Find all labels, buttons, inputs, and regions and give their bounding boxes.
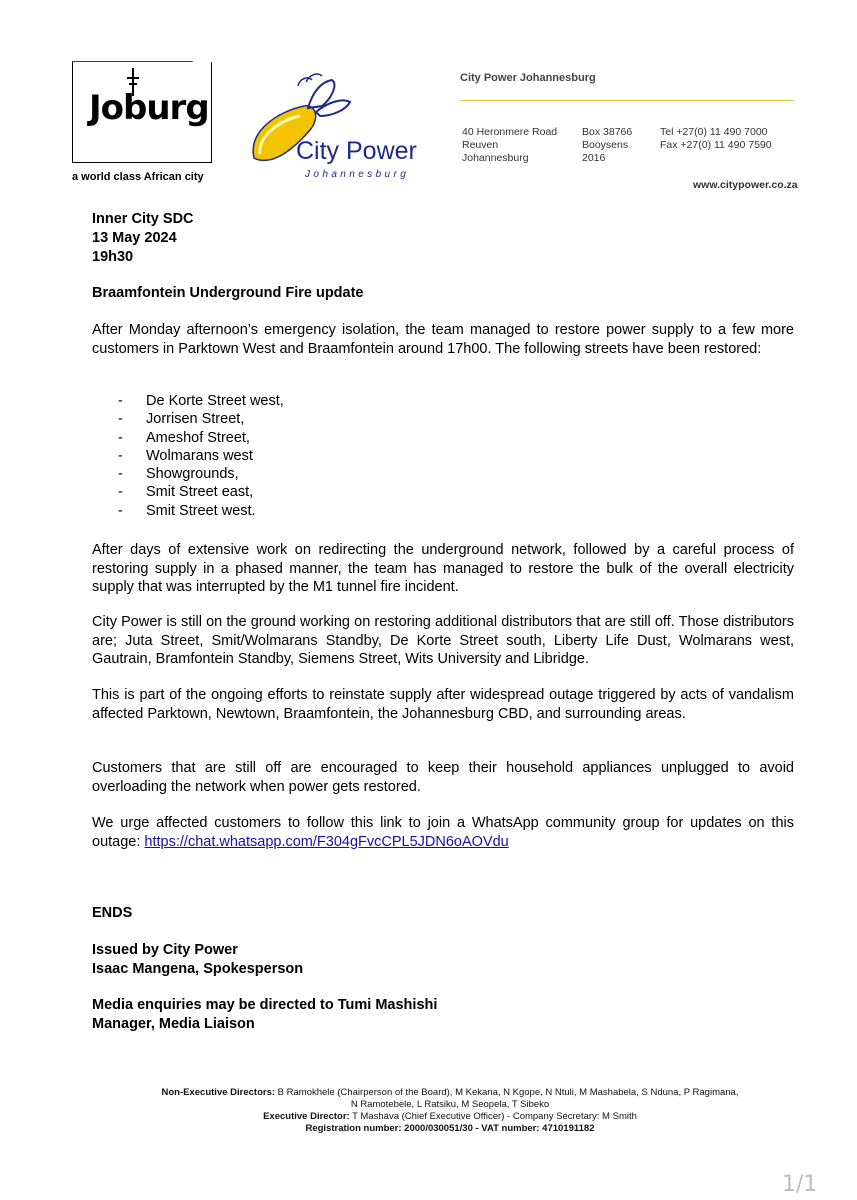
paragraph-6-text: We urge affected customers to follow this link to join a WhatsApp community group for updates on this outage:: [92, 815, 794, 850]
joburg-wordmark: Joburg: [89, 88, 209, 128]
footer: [130, 1087, 770, 1135]
joburg-logo: [72, 62, 212, 163]
fax: Fax +27(0) 11 490 7590: [660, 139, 772, 151]
company-name: City Power Johannesburg: [460, 72, 596, 84]
footer-executive: Executive Director: T Mashava (Chief Executive Officer) - Company Secretary: M Smith: [263, 1111, 637, 1122]
media-role: Manager, Media Liaison: [92, 1016, 255, 1032]
telephone: Tel +27(0) 11 490 7000: [660, 126, 768, 138]
time: 19h30: [92, 249, 134, 265]
footer-directors: Non-Executive Directors: B Ramokhele (Chairperson of the Board), M Kekana, N Kgope, N Ntuli, M Mashabela, S Nduna, P Ragimana,: [161, 1087, 739, 1098]
footer-registration: Registration number: 2000/030051/30 - VAT number: 4710191182: [305, 1123, 595, 1134]
paragraph-1: After Monday afternoon’s emergency isolation, the team managed to restore power supply to a few more customers in Parktown West and Braamfontein around 17h00. The following streets have been restored:: [92, 322, 794, 357]
paragraph-3: City Power is still on the ground working on restoring additional distributors that are still off. Those distributors are; Juta Street, Smit/Wolmarans Standby, De Korte Street south, Liberty Life Dust, Wolmarans west, Gautrain, Bramfontein Standby, Siemens Street, Wits University and Libridge.: [92, 614, 794, 667]
paragraph-4: This is part of the ongoing efforts to reinstate supply after widespread outage triggered by acts of vandalism affected Parktown, Newtown, Braamfontein, the Johannesburg CBD, and surrounding areas.: [92, 687, 794, 722]
paragraph-6: [92, 814, 794, 851]
address-line: 40 Heronmere Road: [462, 126, 558, 138]
address-line: Reuven: [462, 139, 499, 151]
address-line: Johannesburg: [462, 152, 529, 164]
release-meta: [92, 210, 194, 267]
issued-by: [92, 941, 303, 979]
date: 13 May 2024: [92, 230, 177, 246]
postal-address: [582, 126, 632, 165]
header-divider: [460, 100, 794, 101]
restored-streets-list: [118, 392, 284, 520]
list-item: - De Korte Street west,: [118, 393, 284, 409]
office: Inner City SDC: [92, 211, 194, 227]
street-address: [462, 126, 557, 165]
list-item: - Showgrounds,: [118, 466, 239, 483]
address-line: Box 38766: [582, 126, 633, 138]
list-item: - Ameshof Street,: [118, 429, 250, 446]
address-line: 2016: [582, 152, 606, 164]
spokesperson: Isaac Mangena, Spokesperson: [92, 961, 304, 977]
issuer: Issued by City Power: [92, 942, 238, 958]
whatsapp-link[interactable]: https://chat.whatsapp.com/F304gFvcCPL5JDN6oAOVdu: [144, 833, 509, 850]
list-item: - Smit Street west.: [118, 502, 256, 519]
list-item: - Smit Street east,: [118, 484, 254, 501]
paragraph-5: Customers that are still off are encouraged to keep their household appliances unplugged to avoid overloading the network when power gets restored.: [92, 760, 794, 795]
logo-frame-icon: [72, 60, 212, 62]
page-number: 1/1: [782, 1172, 818, 1197]
city-power-brand: City Power: [296, 137, 417, 165]
list-item: - Jorrisen Street,: [118, 411, 245, 428]
media-contact: Media enquiries may be directed to Tumi Mashishi: [92, 997, 438, 1013]
page-title: Braamfontein Underground Fire update: [92, 285, 364, 301]
phone-block: [660, 126, 772, 152]
website-link[interactable]: www.citypower.co.za: [693, 179, 798, 191]
list-item: - Wolmarans west: [118, 447, 253, 464]
ends-marker: ENDS: [92, 905, 133, 921]
paragraph-2: After days of extensive work on redirecting the underground network, followed by a careful process of restoring supply in a phased manner, the team has managed to restore the bulk of the overall electricity supply that was interrupted by the M1 tunnel fire incident.: [92, 542, 794, 595]
joburg-tagline: a world class African city: [72, 171, 204, 183]
media-enquiries: [92, 996, 437, 1034]
city-power-city: Johannesburg: [305, 169, 410, 180]
footer-directors-cont: N Ramotebele, L Ratsiku, M Seopela, T Sibeko: [350, 1099, 550, 1110]
address-line: Booysens: [582, 139, 629, 151]
